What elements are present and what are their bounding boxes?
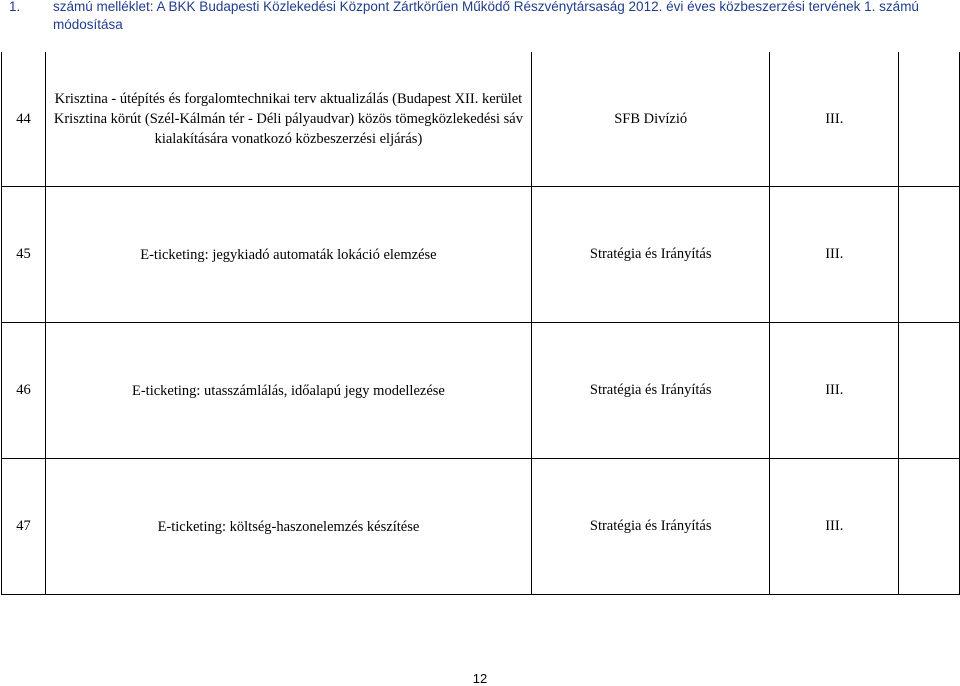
row-number: 45 [2, 187, 46, 323]
row-number: 47 [2, 459, 46, 595]
row-number: 44 [2, 52, 46, 187]
header-number: 1. [9, 0, 21, 14]
row-category: III. [770, 459, 899, 595]
row-description: E-ticketing: költség-haszonelemzés készítése [45, 459, 531, 595]
table-row [2, 323, 960, 459]
procurement-table [1, 52, 960, 595]
header-line-1 [9, 0, 919, 16]
row-category: III. [770, 187, 899, 323]
table-row [2, 459, 960, 595]
row-category: III. [770, 323, 899, 459]
row-empty-cell [899, 187, 960, 323]
table-row [2, 187, 960, 323]
row-description: E-ticketing: utasszámlálás, időalapú jegy modellezése [45, 323, 531, 459]
row-unit: Stratégia és Irányítás [531, 459, 770, 595]
header-line-2: módosítása [53, 17, 123, 32]
row-number: 46 [2, 323, 46, 459]
header-title: számú melléklet: A BKK Budapesti Közlekedési Központ Zártkörűen Működő Részvénytársaság 2012. évi éves közbeszerzési tervének 1. számú [53, 0, 919, 14]
row-category: III. [770, 52, 899, 187]
row-empty-cell [899, 323, 960, 459]
row-unit: SFB Divízió [531, 52, 770, 187]
row-description: Krisztina - útépítés és forgalomtechnikai terv aktualizálás (Budapest XII. kerület Krisztina körút (Szél-Kálmán tér - Déli pályaudvar) közös tömegközlekedési sáv kialakítására vonatkozó közbeszerzési eljárás) [45, 52, 531, 187]
row-empty-cell [899, 459, 960, 595]
row-description: E-ticketing: jegykiadó automaták lokáció elemzése [45, 187, 531, 323]
page-number: 12 [472, 671, 488, 686]
table-row [2, 52, 960, 187]
row-unit: Stratégia és Irányítás [531, 323, 770, 459]
row-empty-cell [899, 52, 960, 187]
row-unit: Stratégia és Irányítás [531, 187, 770, 323]
